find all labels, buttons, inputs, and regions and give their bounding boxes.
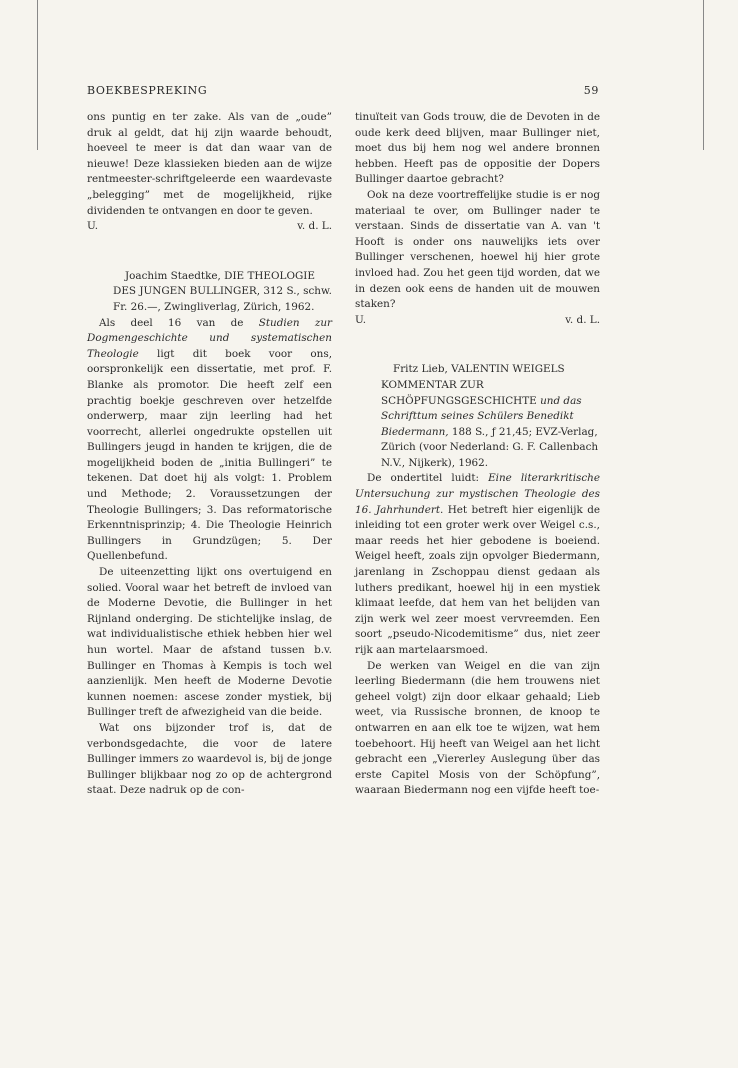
review-paragraph: Wat ons bijzonder trof is, dat de verbondsgedachte, die voor de latere Bullinger immers zo waardevol is, bij de jonge Bullinger blijkbaar nog zo op de achtergrond staat. Deze nadruk op de con- (87, 721, 332, 797)
subtitle-quote: Eine literarkritische Untersuchung zur mystischen Theologie des 16. Jahrhundert. (355, 472, 601, 516)
running-header (87, 84, 599, 100)
book-subtitle: und das Schrifttum seines Schülers Benedikt Biedermann, (381, 394, 582, 438)
review-paragraph: De ondertitel luidt: Eine literarkritische Untersuchung zur mystischen Theologie des 16. Jahrhundert. Het betreft hier eigenlijk de inleiding tot een groter werk over Weigel c.s., maar reeds het hier gebodene is boeiend. Weigel heeft, zoals zijn opvolger Biedermann, jarenlang in Zschoppau dienst gedaan als luthers predikant, hoewel hij in een mystiek klimaat leefde, dat hem van het belijden van zijn werk wel zeer moest vervreemden. Een soort „pseudo-Nicodemitisme” dus, niet zeer rijk aan martelaarsmoed. (355, 472, 601, 656)
review-paragraph: Ook na deze voortreffelijke studie is er nog materiaal te over, om Bullinger nader te verstaan. Sinds de dissertatie van A. van 't Hooft is onder ons nauwelijks iets over Bullinger verschenen, hoewel hij hier grote invloed had. Zou het geen tijd worden, dat we in dezen ook eens de handen uit de mouwen staken? (355, 188, 600, 311)
signature-initials: v. d. L. (297, 220, 332, 233)
series-title: Studien zur Dogmengeschichte und systematischen Theologie (87, 316, 332, 360)
review-paragraph: ons puntig en ter zake. Als van de „oude” druk al geldt, dat hij zijn waarde behoudt, hoeveel te meer is dat dan waar van de nieuwe! Deze klassieken bieden aan de wijze rentmeester-schriftgeleerde een waardevaste „belegging” met de mogelijkheid, rijke dividenden te ontvangen en door te geven. (87, 111, 332, 217)
review-paragraph: Als deel 16 van de Studien zur Dogmengeschichte und systematischen Theologie ligt dit boek voor ons, oorspronkelijk een dissertatie, met prof. F. Blanke als promotor. Die heeft zelf een prachtig boekje geschreven over hetzelfde onderwerp, maar zijn leerling had het voorrecht, allerlei ongedrukte opstellen uit Bullingers jeugd in handen te krijgen, die de mogelijkheid boden de „initia Bullingeri” te tekenen. Dat doet hij als volgt: 1. Problem und Methode; 2. Voraussetzungen der Theologie Bullingers; 3. Das reformatorische Erkenntnisprinzip; 4. Die Theologie Heinrich Bullingers in Grundzügen; 5. Der Quellenbefund. (87, 316, 332, 563)
signature-place: U. (355, 313, 367, 326)
review-paragraph: De uiteenzetting lijkt ons overtuigend en solied. Vooral waar het betreft de invloed van de Moderne Devotie, die Bullinger in het Rijnland onderging. De stichtelijke inslag, de wat individualistische ethiek hebben hier wel hun wortel. Maar de afstand tussen b.v. Bullinger en Thomas à Kempis is toch wel aanzienlijk. Men heeft de Moderne Devotie kunnen noemen: ascese zonder mystiek, bij Bullinger treft de afwezigheid van die beide. (87, 566, 332, 719)
running-title: BOEKBESPREKING (87, 84, 208, 97)
book-reference: Joachim Staedtke, DIE THEOLOGIE DES JUNGEN BULLINGER, 312 S., schw. Fr. 26.—, Zwingliverlag, Zürich, 1962. (113, 269, 332, 313)
book-reference: Fritz Lieb, VALENTIN WEIGELS KOMMENTAR ZUR SCHÖPFUNGSGESCHICHTE und das Schrifttum seines Schülers Benedikt Biedermann, 188 S., ƒ 21,45; EVZ-Verlag, Zürich (voor Nederland: G. F. Callenbach N.V., Nijkerk), 1962. (381, 363, 599, 469)
review-paragraph: tinuïteit van Gods trouw, die de Devoten in de oude kerk deed blijven, maar Bullinger niet, moet dus bij hem nog wel andere bronnen hebben. Heeft pas de oppositie der Dopers Bullinger daartoe gebracht? (355, 111, 600, 186)
review-paragraph: De werken van Weigel en die van zijn leerling Biedermann (die hem trouwens niet geheel volgt) zijn door elkaar gehaald; Lieb weet, via Russische bronnen, de knoop te ontwarren en aan elk toe te wijzen, wat hem toebehoort. Hij heeft van Weigel aan het licht gebracht een „Viererley Auslegung über das erste Capitel Mosis von der Schöpfung”, waaraan Biedermann nog een vijfde heeft toe- (355, 659, 600, 797)
signature-place: U. (87, 220, 99, 233)
reviewer-signature (87, 219, 332, 235)
page-number: 59 (583, 84, 599, 97)
signature-initials: v. d. L. (565, 313, 600, 326)
reviewer-signature (355, 313, 600, 329)
right-column (355, 110, 600, 799)
page-edge-left (37, 0, 38, 150)
left-column (87, 110, 332, 799)
page-edge-right (703, 0, 704, 150)
